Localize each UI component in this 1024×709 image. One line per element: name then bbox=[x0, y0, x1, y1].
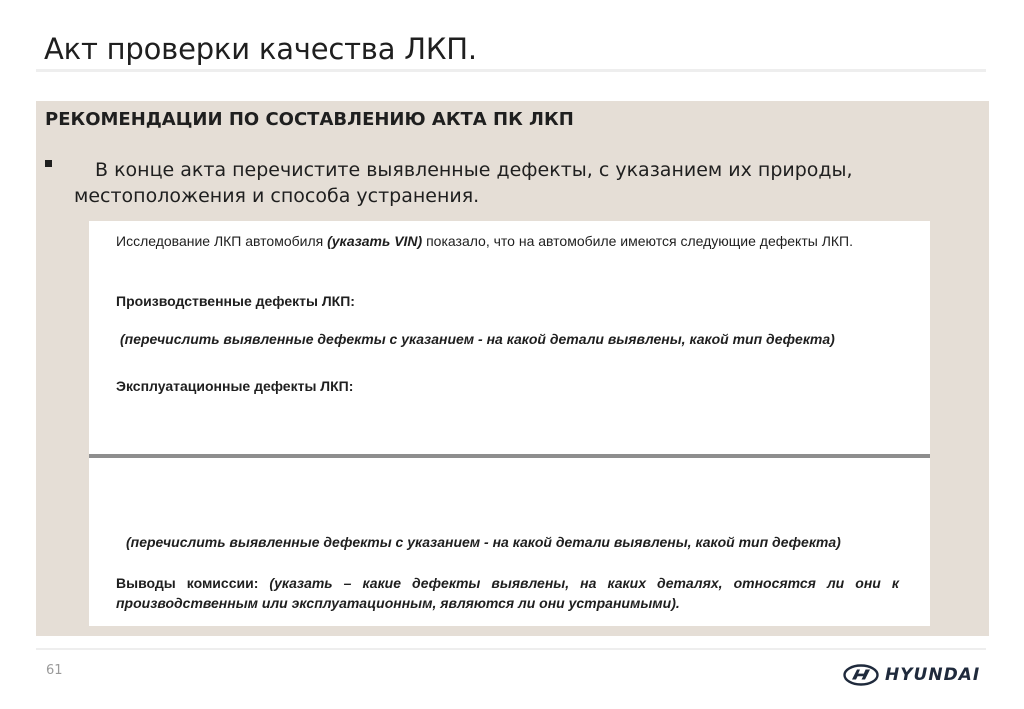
page-number: 61 bbox=[46, 663, 63, 678]
bullet-marker-icon bbox=[45, 158, 55, 168]
logo-wordmark: HYUNDAI bbox=[885, 665, 981, 685]
hyundai-logo-icon bbox=[843, 664, 879, 686]
production-defects-heading: Производственные дефекты ЛКП: bbox=[116, 293, 355, 309]
slide-title: Акт проверки качества ЛКП. bbox=[44, 32, 477, 66]
production-defects-note: (перечислить выявленные дефекты с указанием - на какой детали выявлены, какой тип дефекта) bbox=[120, 331, 835, 347]
conclusion-label: Выводы комиссии: bbox=[116, 575, 259, 591]
document-divider bbox=[89, 454, 930, 458]
intro-before: Исследование ЛКП автомобиля bbox=[116, 233, 328, 249]
act-document-sample bbox=[89, 221, 930, 626]
operational-defects-note: (перечислить выявленные дефекты с указанием - на какой детали выявлены, какой тип дефекта) bbox=[126, 534, 841, 550]
title-divider bbox=[36, 69, 986, 72]
document-intro bbox=[116, 231, 899, 251]
commission-conclusion bbox=[116, 573, 899, 613]
conclusion-text: (указать – какие дефекты выявлены, на каких деталях, относятся ли они к производственным или эксплуатационным, являются ли они устранимыми). bbox=[116, 575, 899, 611]
hyundai-logo bbox=[843, 664, 989, 686]
bullet-text: В конце акта перечистите выявленные дефекты, с указанием их природы, местоположения и способа устранения. bbox=[74, 159, 853, 207]
intro-after: показало, что на автомобиле имеются следующие дефекты ЛКП. bbox=[422, 233, 853, 249]
panel-heading: РЕКОМЕНДАЦИИ ПО СОСТАВЛЕНИЮ АКТА ПК ЛКП bbox=[45, 109, 574, 130]
operational-defects-heading: Эксплуатационные дефекты ЛКП: bbox=[116, 378, 354, 394]
intro-vin: (указать VIN) bbox=[327, 233, 423, 249]
footer-divider bbox=[36, 648, 986, 650]
